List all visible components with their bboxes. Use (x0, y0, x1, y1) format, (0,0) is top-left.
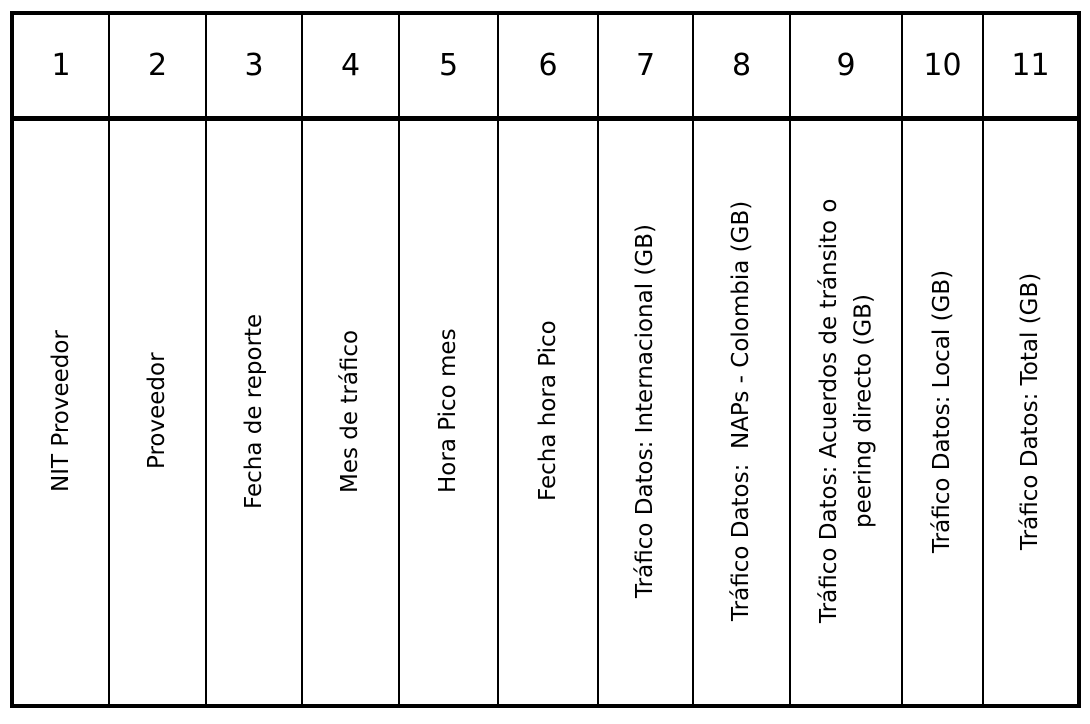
column-number-cell-1: 1 (12, 13, 109, 119)
column-number-cell-4: 4 (302, 13, 399, 119)
column-number-cell-8: 8 (693, 13, 790, 119)
column-label-trafico-local: Tráfico Datos: Local (GB) (929, 268, 956, 553)
column-label-hora-pico-mes: Hora Pico mes (435, 328, 462, 493)
column-number-row (12, 13, 1079, 119)
column-number-cell-5: 5 (399, 13, 498, 119)
column-number-cell-6: 6 (498, 13, 598, 119)
column-label-cell-proveedor (109, 119, 206, 707)
column-label-cell-nit-proveedor (12, 119, 109, 707)
column-label-cell-trafico-total (983, 119, 1079, 707)
column-number-cell-10: 10 (902, 13, 983, 119)
column-label-cell-trafico-local (902, 119, 983, 707)
column-label-fecha-de-reporte: Fecha de reporte (240, 312, 267, 509)
column-number-cell-9: 9 (790, 13, 902, 119)
column-number-cell-11: 11 (983, 13, 1079, 119)
column-label-cell-trafico-naps-colombia (693, 119, 790, 707)
column-label-proveedor: Proveedor (144, 352, 171, 469)
column-number-cell-3: 3 (206, 13, 302, 119)
column-label-cell-fecha-de-reporte (206, 119, 302, 707)
column-label-cell-hora-pico-mes (399, 119, 498, 707)
column-label-trafico-acuerdos-peering: Tráfico Datos: Acuerdos de tránsito o peering directo (GB) (815, 190, 876, 623)
column-label-cell-fecha-hora-pico (498, 119, 598, 707)
column-label-fecha-hora-pico: Fecha hora Pico (534, 320, 561, 501)
column-label-nit-proveedor: NIT Proveedor (47, 329, 74, 492)
column-label-cell-trafico-internacional (598, 119, 693, 707)
report-format-table (10, 11, 1081, 708)
column-label-row (12, 119, 1079, 707)
column-number-cell-2: 2 (109, 13, 206, 119)
column-label-cell-mes-de-trafico (302, 119, 399, 707)
column-label-trafico-naps-colombia: Tráfico Datos: NAPs - Colombia (GB) (728, 200, 755, 621)
column-label-trafico-total: Tráfico Datos: Total (GB) (1017, 271, 1044, 550)
column-label-cell-trafico-acuerdos-peering (790, 119, 902, 707)
column-number-cell-7: 7 (598, 13, 693, 119)
column-label-mes-de-trafico: Mes de tráfico (337, 328, 364, 493)
column-label-trafico-internacional: Tráfico Datos: Internacional (GB) (632, 223, 659, 598)
